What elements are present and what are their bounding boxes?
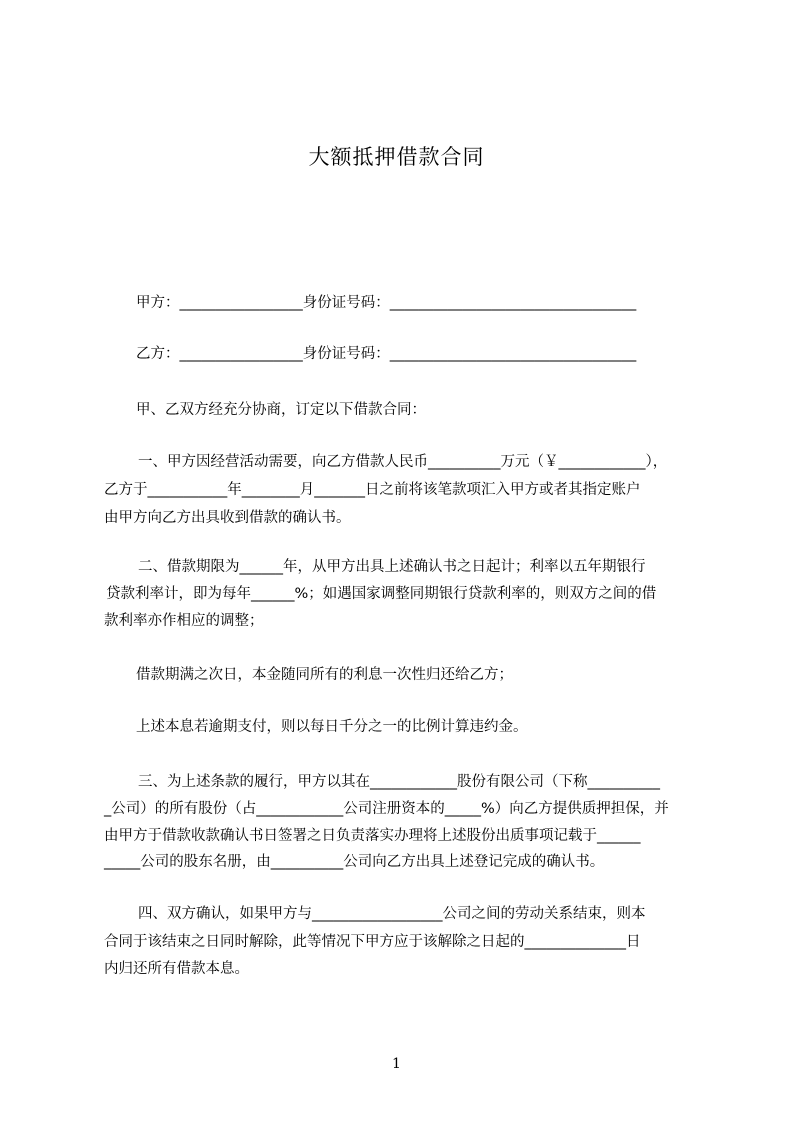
clause-2-line-2: 贷款利率计，即为每年______%；如遇国家调整同期银行贷款利率的，则双方之间的借 xyxy=(106,586,657,602)
page-title: 大额抵押借款合同 xyxy=(308,145,485,169)
clause-4-line-3: 内归还所有借款本息。 xyxy=(104,961,249,977)
clause-3-line-1: 三、为上述条款的履行，甲方以其在____________股份有限公司（下称__________ xyxy=(138,774,660,790)
clause-3-line-2: _公司）的所有股份（占____________公司注册资本的_____%）向乙方提供质押担保，并 xyxy=(104,801,669,817)
clause-1-line-1: 一、甲方因经营活动需要，向乙方借款人民币__________万元（￥____________）， xyxy=(138,454,668,470)
party-a-line: 甲方：_________________身份证号码：__________________________________ xyxy=(136,295,637,311)
clause-4-line-2: 合同于该结束之日同时解除，此等情况下甲方应于该解除之日起的______________日 xyxy=(104,934,641,950)
clause-2-line-3: 款利率亦作相应的调整； xyxy=(104,613,264,629)
penalty-line: 上述本息若逾期支付，则以每日千分之一的比例计算违约金。 xyxy=(136,719,528,735)
page-number: 1 xyxy=(392,1056,401,1072)
clause-2-line-1: 二、借款期限为______年，从甲方出具上述确认书之日起计；利率以五年期银行 xyxy=(138,559,646,575)
intro-line: 甲、乙双方经充分协商，订定以下借款合同： xyxy=(136,402,426,418)
clause-3-line-4: _____公司的股东名册，由__________公司向乙方出具上述登记完成的确认书。 xyxy=(104,854,605,870)
clause-1-line-2: 乙方于___________年________月_______日之前将该笔款项汇入甲方或者其指定账户 xyxy=(104,482,641,498)
clause-3-line-3: 由甲方于借款收款确认书日签署之日负责落实办理将上述股份出质事项记载于______ xyxy=(104,828,641,844)
maturity-line: 借款期满之次日，本金随同所有的利息一次性归还给乙方； xyxy=(136,667,513,683)
party-b-line: 乙方：_________________身份证号码：__________________________________ xyxy=(136,346,637,362)
clause-4-line-1: 四、双方确认，如果甲方与__________________公司之间的劳动关系结束，则本 xyxy=(138,906,646,922)
clause-1-line-3: 由甲方向乙方出具收到借款的确认书。 xyxy=(104,510,351,526)
